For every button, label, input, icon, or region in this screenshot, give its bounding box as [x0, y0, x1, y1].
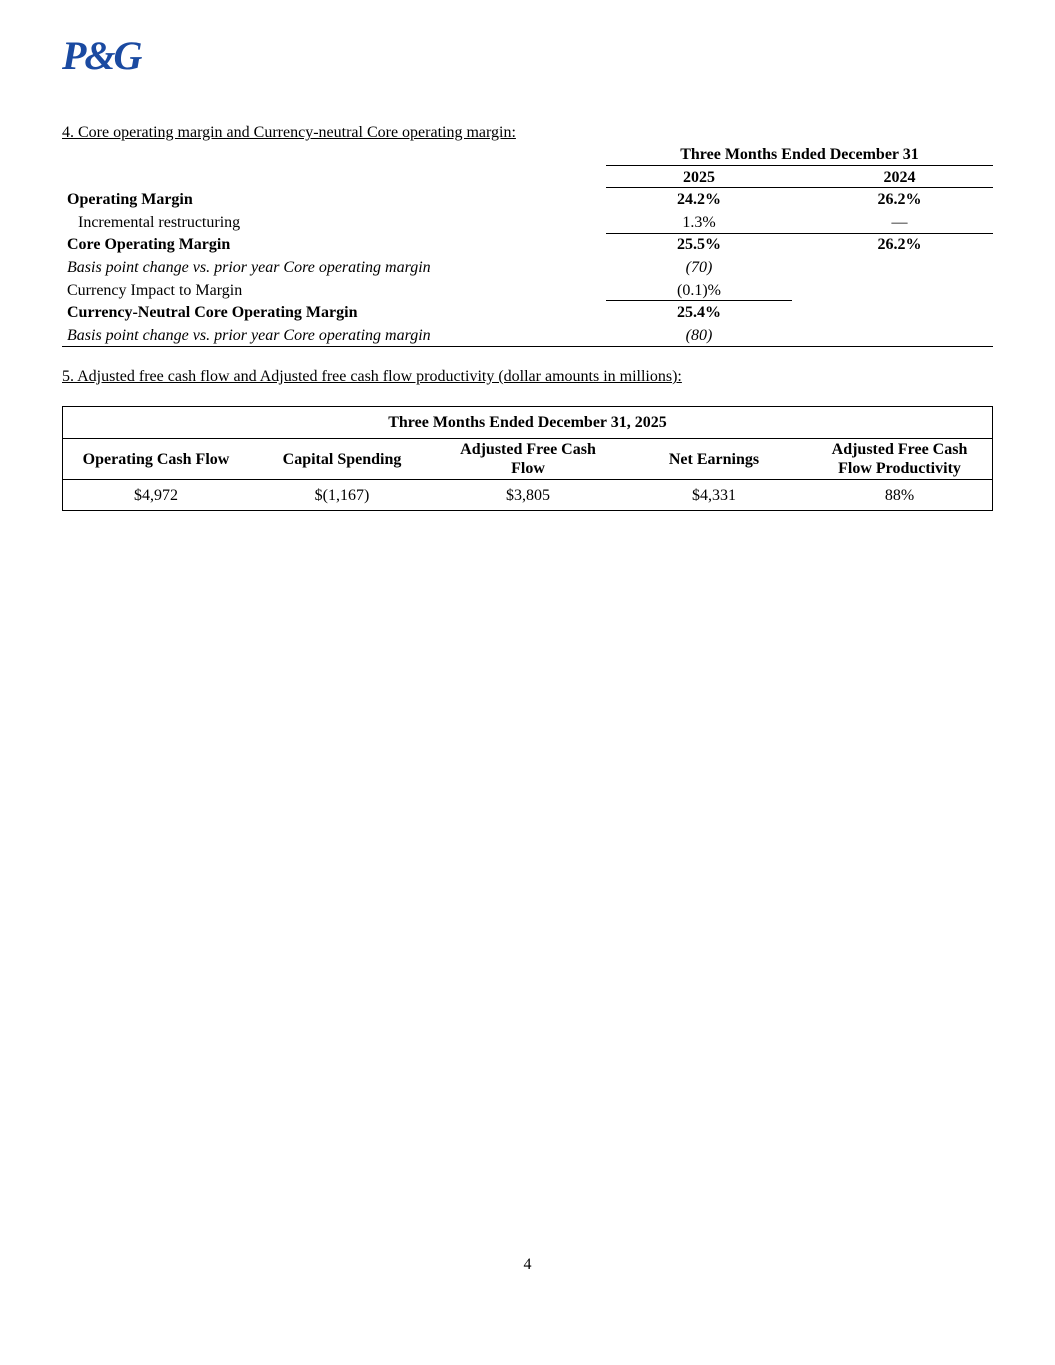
column-header: Operating Cash Flow: [82, 450, 230, 468]
value-2024: —: [891, 213, 908, 231]
table-row: [63, 480, 992, 510]
rule-table-bottom: [62, 346, 993, 347]
year-header-row: [62, 167, 993, 190]
year-2024-header: 2024: [883, 168, 916, 186]
core-operating-margin-table: [62, 144, 993, 347]
period-header: Three Months Ended December 31: [680, 146, 919, 163]
row-label: Currency Impact to Margin: [67, 281, 243, 299]
value-2025: (80): [685, 326, 713, 344]
value-2024: 26.2%: [877, 236, 922, 254]
rule-above-currency-neutral: [606, 300, 792, 301]
column-header: Adjusted Free Cash Flow Productivity: [831, 441, 968, 477]
value-2025: 24.2%: [677, 191, 721, 209]
operating-cash-flow-value: $4,972: [134, 486, 178, 504]
table-row: [62, 257, 993, 280]
year-2025-header: 2025: [683, 168, 715, 186]
table-row: [62, 280, 993, 303]
row-label: Basis point change vs. prior year Core operating margin: [67, 326, 431, 344]
section-4-title: 4. Core operating margin and Currency-neutral Core operating margin:: [62, 124, 516, 141]
column-header: Adjusted Free Cash Flow: [460, 441, 596, 477]
value-2025: 25.4%: [677, 304, 721, 322]
value-2025: (0.1)%: [677, 281, 721, 299]
value-2025: 25.5%: [677, 236, 721, 254]
row-label: Core Operating Margin: [67, 236, 231, 254]
adjusted-free-cash-flow-table: [62, 406, 993, 511]
value-2025: (70): [685, 258, 713, 276]
period-header-row: [62, 144, 993, 167]
rule-under-period: [606, 165, 993, 166]
column-header: Net Earnings: [668, 450, 760, 468]
table-row: [62, 325, 993, 348]
adjusted-free-cash-flow-value: $3,805: [506, 486, 550, 504]
table-row: [62, 234, 993, 257]
net-earnings-value: $4,331: [692, 486, 736, 504]
row-label: Basis point change vs. prior year Core operating margin: [67, 258, 431, 276]
capital-spending-value: $(1,167): [314, 486, 370, 504]
rule-under-years: [606, 187, 993, 188]
value-2025: 1.3%: [682, 213, 716, 231]
page-number: 4: [523, 1256, 532, 1273]
pg-logo: P&G: [62, 33, 141, 78]
row-label: Currency-Neutral Core Operating Margin: [67, 304, 358, 322]
period-header: Three Months Ended December 31, 2025: [63, 407, 992, 439]
column-header-row: [63, 439, 992, 480]
section-5-title: 5. Adjusted free cash flow and Adjusted free cash flow productivity (dollar amounts in millions):: [62, 368, 682, 385]
productivity-value: 88%: [884, 486, 915, 504]
rule-above-core: [606, 233, 993, 234]
table-row: [62, 212, 993, 235]
table-row: [62, 302, 993, 325]
row-label: Operating Margin: [67, 191, 193, 209]
column-header: Capital Spending: [282, 450, 402, 468]
table-row: [62, 189, 993, 212]
row-label: Incremental restructuring: [78, 213, 241, 231]
value-2024: 26.2%: [877, 191, 922, 209]
